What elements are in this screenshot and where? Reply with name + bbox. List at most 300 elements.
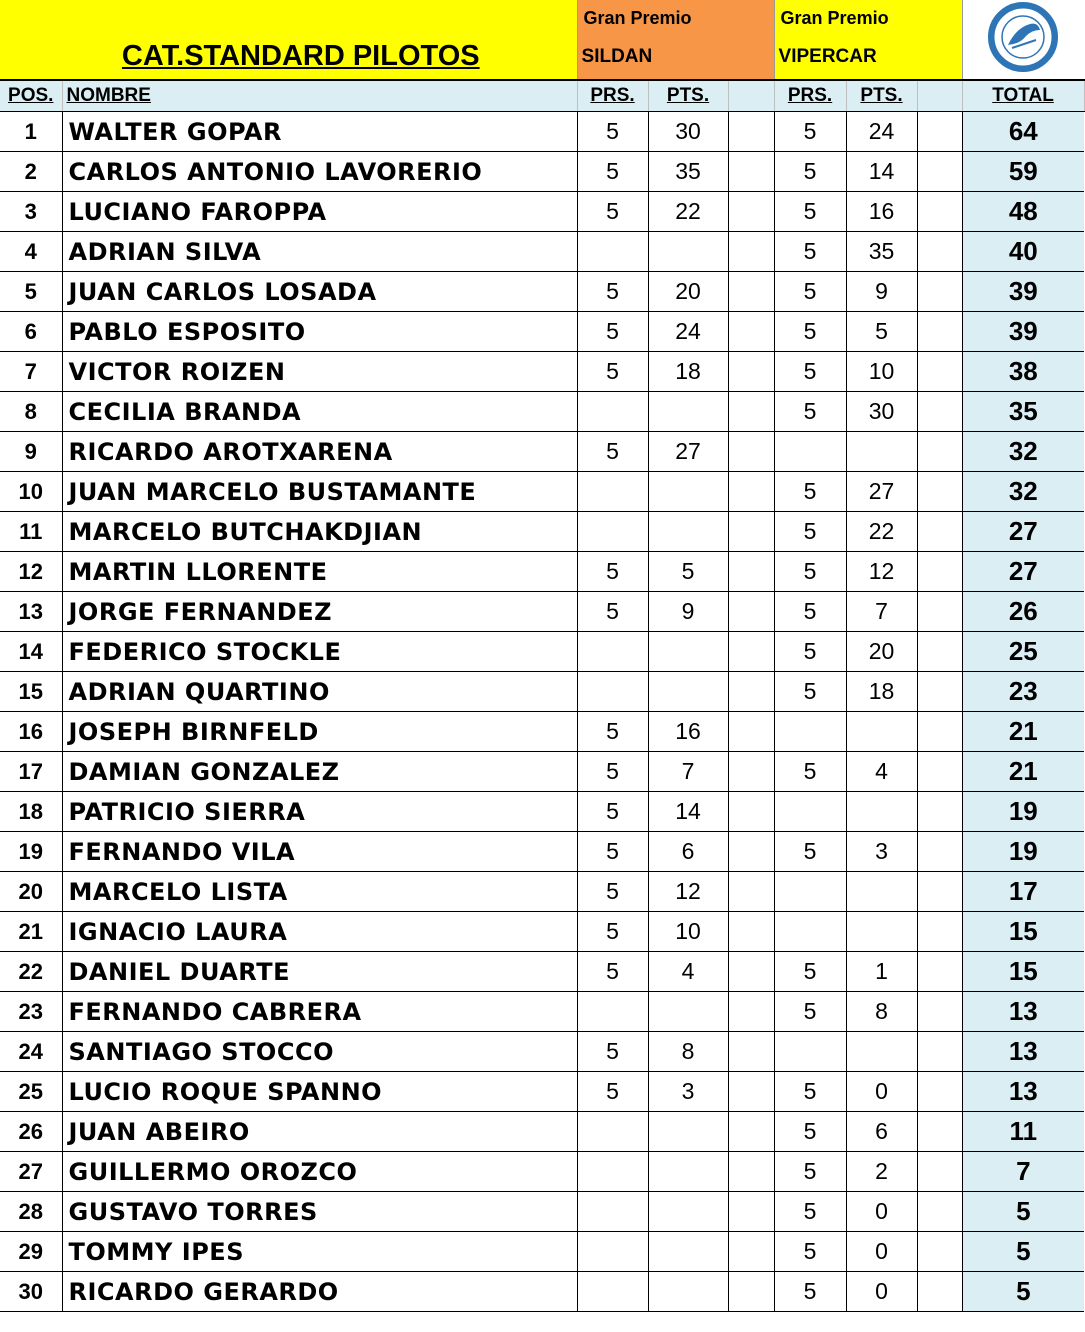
gap-cell — [917, 792, 962, 832]
header-row — [0, 0, 1084, 80]
driver-name-cell: CARLOS ANTONIO LAVORERIO — [62, 152, 577, 192]
vipercar-pts-cell: 24 — [846, 112, 917, 152]
table-row — [0, 952, 1084, 992]
total-cell: 7 — [962, 1152, 1084, 1192]
gap-cell — [917, 672, 962, 712]
vipercar-pts-cell — [846, 712, 917, 752]
club-uruguayo-logo-icon — [986, 0, 1060, 74]
sildan-pts-cell: 6 — [648, 832, 728, 872]
driver-name-cell: GUILLERMO OROZCO — [62, 1152, 577, 1192]
gap-cell — [728, 472, 774, 512]
sildan-pts-cell: 24 — [648, 312, 728, 352]
gap-cell — [917, 512, 962, 552]
sildan-prs-cell — [577, 232, 648, 272]
pos-cell: 27 — [0, 1152, 62, 1192]
gp2-name: VIPERCAR — [778, 46, 877, 67]
pos-cell: 19 — [0, 832, 62, 872]
gap-cell — [917, 632, 962, 672]
vipercar-prs-cell: 5 — [774, 312, 846, 352]
total-cell: 13 — [962, 1032, 1084, 1072]
table-row — [0, 432, 1084, 472]
col-gap2-header — [917, 80, 962, 112]
gap-cell — [917, 152, 962, 192]
pos-cell: 11 — [0, 512, 62, 552]
driver-name-cell: LUCIANO FAROPPA — [62, 192, 577, 232]
gap-cell — [728, 1232, 774, 1272]
vipercar-pts-cell: 6 — [846, 1112, 917, 1152]
gap-cell — [728, 672, 774, 712]
table-row — [0, 152, 1084, 192]
sildan-prs-cell: 5 — [577, 352, 648, 392]
sildan-prs-cell — [577, 992, 648, 1032]
gap-cell — [917, 1072, 962, 1112]
table-row — [0, 632, 1084, 672]
pos-cell: 5 — [0, 272, 62, 312]
gap-cell — [917, 1192, 962, 1232]
vipercar-prs-cell: 5 — [774, 632, 846, 672]
table-row — [0, 192, 1084, 232]
driver-name-cell: RICARDO AROTXARENA — [62, 432, 577, 472]
sildan-pts-cell: 12 — [648, 872, 728, 912]
vipercar-pts-cell: 0 — [846, 1232, 917, 1272]
table-row — [0, 992, 1084, 1032]
vipercar-pts-cell: 9 — [846, 272, 917, 312]
driver-name-cell: VICTOR ROIZEN — [62, 352, 577, 392]
total-cell: 40 — [962, 232, 1084, 272]
sildan-pts-cell — [648, 472, 728, 512]
driver-name-cell: DAMIAN GONZALEZ — [62, 752, 577, 792]
total-cell: 32 — [962, 432, 1084, 472]
vipercar-pts-cell: 22 — [846, 512, 917, 552]
pos-cell: 12 — [0, 552, 62, 592]
gap-cell — [917, 1032, 962, 1072]
sildan-pts-cell — [648, 232, 728, 272]
vipercar-pts-cell: 12 — [846, 552, 917, 592]
gp1-name: SILDAN — [581, 46, 653, 67]
table-row — [0, 1072, 1084, 1112]
pos-cell: 24 — [0, 1032, 62, 1072]
driver-name-cell: JUAN ABEIRO — [62, 1112, 577, 1152]
vipercar-pts-cell: 5 — [846, 312, 917, 352]
vipercar-prs-cell — [774, 712, 846, 752]
col-pos-header: POS. — [0, 80, 62, 112]
pos-cell: 23 — [0, 992, 62, 1032]
vipercar-pts-cell: 0 — [846, 1072, 917, 1112]
table-row — [0, 112, 1084, 152]
sildan-pts-cell — [648, 1152, 728, 1192]
sildan-pts-cell: 14 — [648, 792, 728, 832]
driver-name-cell: JORGE FERNANDEZ — [62, 592, 577, 632]
driver-name-cell: MARTIN LLORENTE — [62, 552, 577, 592]
gap-cell — [917, 992, 962, 1032]
sildan-pts-cell: 3 — [648, 1072, 728, 1112]
pos-cell: 14 — [0, 632, 62, 672]
vipercar-pts-cell: 0 — [846, 1272, 917, 1312]
vipercar-prs-cell: 5 — [774, 992, 846, 1032]
gap-cell — [917, 1272, 962, 1312]
pos-cell: 28 — [0, 1192, 62, 1232]
vipercar-pts-cell — [846, 912, 917, 952]
vipercar-prs-cell: 5 — [774, 112, 846, 152]
gap-cell — [728, 112, 774, 152]
total-cell: 11 — [962, 1112, 1084, 1152]
sildan-pts-cell: 30 — [648, 112, 728, 152]
table-row — [0, 1112, 1084, 1152]
total-cell: 23 — [962, 672, 1084, 712]
vipercar-pts-cell: 20 — [846, 632, 917, 672]
sildan-prs-cell: 5 — [577, 432, 648, 472]
gp-sildan-header — [577, 0, 774, 80]
pos-cell: 2 — [0, 152, 62, 192]
gap-cell — [728, 632, 774, 672]
vipercar-prs-cell: 5 — [774, 272, 846, 312]
sildan-prs-cell: 5 — [577, 952, 648, 992]
total-cell: 5 — [962, 1192, 1084, 1232]
gap-cell — [917, 1112, 962, 1152]
col-name-header: NOMBRE — [62, 80, 577, 112]
vipercar-prs-cell: 5 — [774, 1072, 846, 1112]
sildan-pts-cell: 5 — [648, 552, 728, 592]
gap-cell — [728, 1192, 774, 1232]
gap-cell — [728, 1112, 774, 1152]
pos-cell: 13 — [0, 592, 62, 632]
driver-name-cell: FERNANDO VILA — [62, 832, 577, 872]
gap-cell — [917, 912, 962, 952]
total-cell: 39 — [962, 272, 1084, 312]
col-prs2-header: PRS. — [774, 80, 846, 112]
gap-cell — [917, 272, 962, 312]
vipercar-prs-cell: 5 — [774, 152, 846, 192]
vipercar-pts-cell — [846, 872, 917, 912]
pos-cell: 7 — [0, 352, 62, 392]
pos-cell: 9 — [0, 432, 62, 472]
gap-cell — [728, 792, 774, 832]
pos-cell: 29 — [0, 1232, 62, 1272]
sildan-pts-cell — [648, 672, 728, 712]
driver-name-cell: JUAN CARLOS LOSADA — [62, 272, 577, 312]
driver-name-cell: WALTER GOPAR — [62, 112, 577, 152]
vipercar-prs-cell: 5 — [774, 552, 846, 592]
total-cell: 21 — [962, 752, 1084, 792]
gap-cell — [917, 1152, 962, 1192]
vipercar-pts-cell: 10 — [846, 352, 917, 392]
total-cell: 13 — [962, 1072, 1084, 1112]
driver-name-cell: SANTIAGO STOCCO — [62, 1032, 577, 1072]
gap-cell — [917, 432, 962, 472]
sildan-prs-cell — [577, 1112, 648, 1152]
table-row — [0, 552, 1084, 592]
sildan-pts-cell: 16 — [648, 712, 728, 752]
total-cell: 64 — [962, 112, 1084, 152]
total-cell: 19 — [962, 832, 1084, 872]
vipercar-pts-cell: 4 — [846, 752, 917, 792]
gap-cell — [728, 272, 774, 312]
sildan-prs-cell — [577, 472, 648, 512]
sildan-pts-cell — [648, 632, 728, 672]
sildan-prs-cell: 5 — [577, 152, 648, 192]
title-cell — [0, 0, 577, 80]
driver-name-cell: RICARDO GERARDO — [62, 1272, 577, 1312]
total-cell: 25 — [962, 632, 1084, 672]
total-cell: 5 — [962, 1232, 1084, 1272]
table-row — [0, 832, 1084, 872]
sildan-pts-cell — [648, 512, 728, 552]
vipercar-pts-cell — [846, 1032, 917, 1072]
sildan-pts-cell — [648, 1192, 728, 1232]
gap-cell — [728, 592, 774, 632]
gap-cell — [917, 752, 962, 792]
total-cell: 15 — [962, 952, 1084, 992]
table-row — [0, 512, 1084, 552]
gap-cell — [728, 912, 774, 952]
driver-name-cell: MARCELO BUTCHAKDJIAN — [62, 512, 577, 552]
driver-name-cell: IGNACIO LAURA — [62, 912, 577, 952]
total-cell: 5 — [962, 1272, 1084, 1312]
sildan-prs-cell — [577, 1272, 648, 1312]
pos-cell: 18 — [0, 792, 62, 832]
total-cell: 17 — [962, 872, 1084, 912]
gap-cell — [728, 312, 774, 352]
pos-cell: 8 — [0, 392, 62, 432]
driver-name-cell: ADRIAN QUARTINO — [62, 672, 577, 712]
gap-cell — [917, 872, 962, 912]
vipercar-pts-cell: 7 — [846, 592, 917, 632]
table-row — [0, 912, 1084, 952]
table-row — [0, 472, 1084, 512]
vipercar-prs-cell — [774, 432, 846, 472]
gap-cell — [917, 712, 962, 752]
vipercar-prs-cell: 5 — [774, 392, 846, 432]
gap-cell — [728, 552, 774, 592]
vipercar-pts-cell: 35 — [846, 232, 917, 272]
driver-name-cell: FEDERICO STOCKLE — [62, 632, 577, 672]
table-row — [0, 1032, 1084, 1072]
vipercar-pts-cell: 8 — [846, 992, 917, 1032]
sildan-prs-cell — [577, 672, 648, 712]
gap-cell — [728, 352, 774, 392]
vipercar-prs-cell: 5 — [774, 952, 846, 992]
table-row — [0, 712, 1084, 752]
gp-vipercar-header — [774, 0, 962, 80]
total-cell: 35 — [962, 392, 1084, 432]
gap-cell — [728, 512, 774, 552]
sildan-prs-cell — [577, 632, 648, 672]
table-row — [0, 352, 1084, 392]
total-cell: 32 — [962, 472, 1084, 512]
gap-cell — [728, 712, 774, 752]
sildan-pts-cell: 27 — [648, 432, 728, 472]
table-row — [0, 312, 1084, 352]
vipercar-prs-cell: 5 — [774, 752, 846, 792]
pos-cell: 20 — [0, 872, 62, 912]
sildan-prs-cell — [577, 392, 648, 432]
col-prs1-header: PRS. — [577, 80, 648, 112]
driver-name-cell: CECILIA BRANDA — [62, 392, 577, 432]
pos-cell: 21 — [0, 912, 62, 952]
gap-cell — [917, 192, 962, 232]
vipercar-prs-cell: 5 — [774, 232, 846, 272]
sildan-pts-cell — [648, 392, 728, 432]
gap-cell — [728, 1032, 774, 1072]
vipercar-pts-cell: 14 — [846, 152, 917, 192]
total-cell: 26 — [962, 592, 1084, 632]
gap-cell — [917, 472, 962, 512]
driver-name-cell: FERNANDO CABRERA — [62, 992, 577, 1032]
vipercar-pts-cell: 30 — [846, 392, 917, 432]
sildan-pts-cell — [648, 1112, 728, 1152]
sildan-prs-cell: 5 — [577, 872, 648, 912]
gp2-label: Gran Premio — [780, 8, 889, 28]
vipercar-pts-cell: 16 — [846, 192, 917, 232]
driver-name-cell: MARCELO LISTA — [62, 872, 577, 912]
vipercar-prs-cell — [774, 872, 846, 912]
sildan-prs-cell — [577, 1152, 648, 1192]
sildan-prs-cell: 5 — [577, 1072, 648, 1112]
table-row — [0, 232, 1084, 272]
gap-cell — [728, 832, 774, 872]
sildan-pts-cell — [648, 1272, 728, 1312]
pos-cell: 25 — [0, 1072, 62, 1112]
sildan-pts-cell: 20 — [648, 272, 728, 312]
vipercar-prs-cell: 5 — [774, 832, 846, 872]
col-total-header: TOTAL — [962, 80, 1084, 112]
sildan-pts-cell: 8 — [648, 1032, 728, 1072]
driver-name-cell: JOSEPH BIRNFELD — [62, 712, 577, 752]
gap-cell — [728, 872, 774, 912]
pos-cell: 26 — [0, 1112, 62, 1152]
column-header-row — [0, 80, 1084, 112]
sildan-prs-cell: 5 — [577, 552, 648, 592]
gap-cell — [917, 592, 962, 632]
sildan-prs-cell: 5 — [577, 752, 648, 792]
sildan-prs-cell: 5 — [577, 712, 648, 752]
table-row — [0, 272, 1084, 312]
sildan-prs-cell: 5 — [577, 112, 648, 152]
vipercar-prs-cell — [774, 792, 846, 832]
sildan-prs-cell — [577, 512, 648, 552]
gap-cell — [728, 392, 774, 432]
vipercar-pts-cell: 18 — [846, 672, 917, 712]
vipercar-pts-cell: 0 — [846, 1192, 917, 1232]
gap-cell — [917, 952, 962, 992]
total-cell: 27 — [962, 512, 1084, 552]
gap-cell — [728, 1272, 774, 1312]
vipercar-prs-cell: 5 — [774, 1232, 846, 1272]
table-row — [0, 1152, 1084, 1192]
sildan-pts-cell: 22 — [648, 192, 728, 232]
gap-cell — [917, 232, 962, 272]
pos-cell: 16 — [0, 712, 62, 752]
driver-name-cell: LUCIO ROQUE SPANNO — [62, 1072, 577, 1112]
table-row — [0, 792, 1084, 832]
pos-cell: 22 — [0, 952, 62, 992]
vipercar-pts-cell: 2 — [846, 1152, 917, 1192]
gp1-label: Gran Premio — [583, 8, 692, 28]
vipercar-prs-cell: 5 — [774, 1272, 846, 1312]
vipercar-prs-cell: 5 — [774, 472, 846, 512]
table-row — [0, 752, 1084, 792]
gap-cell — [917, 552, 962, 592]
total-cell: 27 — [962, 552, 1084, 592]
gap-cell — [728, 432, 774, 472]
logo-cell — [962, 0, 1084, 80]
sildan-prs-cell: 5 — [577, 592, 648, 632]
vipercar-prs-cell: 5 — [774, 352, 846, 392]
vipercar-pts-cell: 3 — [846, 832, 917, 872]
gap-cell — [917, 832, 962, 872]
table-row — [0, 872, 1084, 912]
col-gap1-header — [728, 80, 774, 112]
gap-cell — [728, 192, 774, 232]
table-row — [0, 1192, 1084, 1232]
vipercar-pts-cell — [846, 792, 917, 832]
sildan-prs-cell: 5 — [577, 832, 648, 872]
sildan-prs-cell: 5 — [577, 1032, 648, 1072]
driver-name-cell: TOMMY IPES — [62, 1232, 577, 1272]
sildan-prs-cell: 5 — [577, 312, 648, 352]
total-cell: 39 — [962, 312, 1084, 352]
pos-cell: 1 — [0, 112, 62, 152]
gap-cell — [728, 1152, 774, 1192]
vipercar-prs-cell: 5 — [774, 592, 846, 632]
vipercar-prs-cell: 5 — [774, 672, 846, 712]
gap-cell — [728, 152, 774, 192]
total-cell: 15 — [962, 912, 1084, 952]
sildan-pts-cell: 35 — [648, 152, 728, 192]
gap-cell — [917, 312, 962, 352]
vipercar-pts-cell: 27 — [846, 472, 917, 512]
table-row — [0, 392, 1084, 432]
gap-cell — [917, 1232, 962, 1272]
sildan-pts-cell — [648, 992, 728, 1032]
vipercar-prs-cell — [774, 1032, 846, 1072]
sildan-prs-cell: 5 — [577, 792, 648, 832]
sildan-prs-cell: 5 — [577, 912, 648, 952]
gap-cell — [917, 112, 962, 152]
total-cell: 48 — [962, 192, 1084, 232]
sildan-pts-cell: 7 — [648, 752, 728, 792]
vipercar-prs-cell: 5 — [774, 1112, 846, 1152]
driver-name-cell: PATRICIO SIERRA — [62, 792, 577, 832]
table-row — [0, 1272, 1084, 1312]
sildan-prs-cell: 5 — [577, 192, 648, 232]
driver-name-cell: GUSTAVO TORRES — [62, 1192, 577, 1232]
sildan-pts-cell: 9 — [648, 592, 728, 632]
gap-cell — [728, 952, 774, 992]
driver-name-cell: PABLO ESPOSITO — [62, 312, 577, 352]
vipercar-prs-cell: 5 — [774, 192, 846, 232]
sildan-pts-cell — [648, 1232, 728, 1272]
pos-cell: 4 — [0, 232, 62, 272]
vipercar-prs-cell — [774, 912, 846, 952]
pos-cell: 6 — [0, 312, 62, 352]
vipercar-prs-cell: 5 — [774, 1152, 846, 1192]
vipercar-pts-cell: 1 — [846, 952, 917, 992]
pos-cell: 30 — [0, 1272, 62, 1312]
pos-cell: 17 — [0, 752, 62, 792]
vipercar-prs-cell: 5 — [774, 512, 846, 552]
page-title: CAT.STANDARD PILOTOS — [121, 40, 480, 72]
driver-name-cell: DANIEL DUARTE — [62, 952, 577, 992]
table-row — [0, 592, 1084, 632]
sildan-pts-cell: 10 — [648, 912, 728, 952]
pos-cell: 10 — [0, 472, 62, 512]
sildan-pts-cell: 18 — [648, 352, 728, 392]
table-row — [0, 1232, 1084, 1272]
gap-cell — [917, 352, 962, 392]
sildan-prs-cell — [577, 1232, 648, 1272]
driver-name-cell: JUAN MARCELO BUSTAMANTE — [62, 472, 577, 512]
